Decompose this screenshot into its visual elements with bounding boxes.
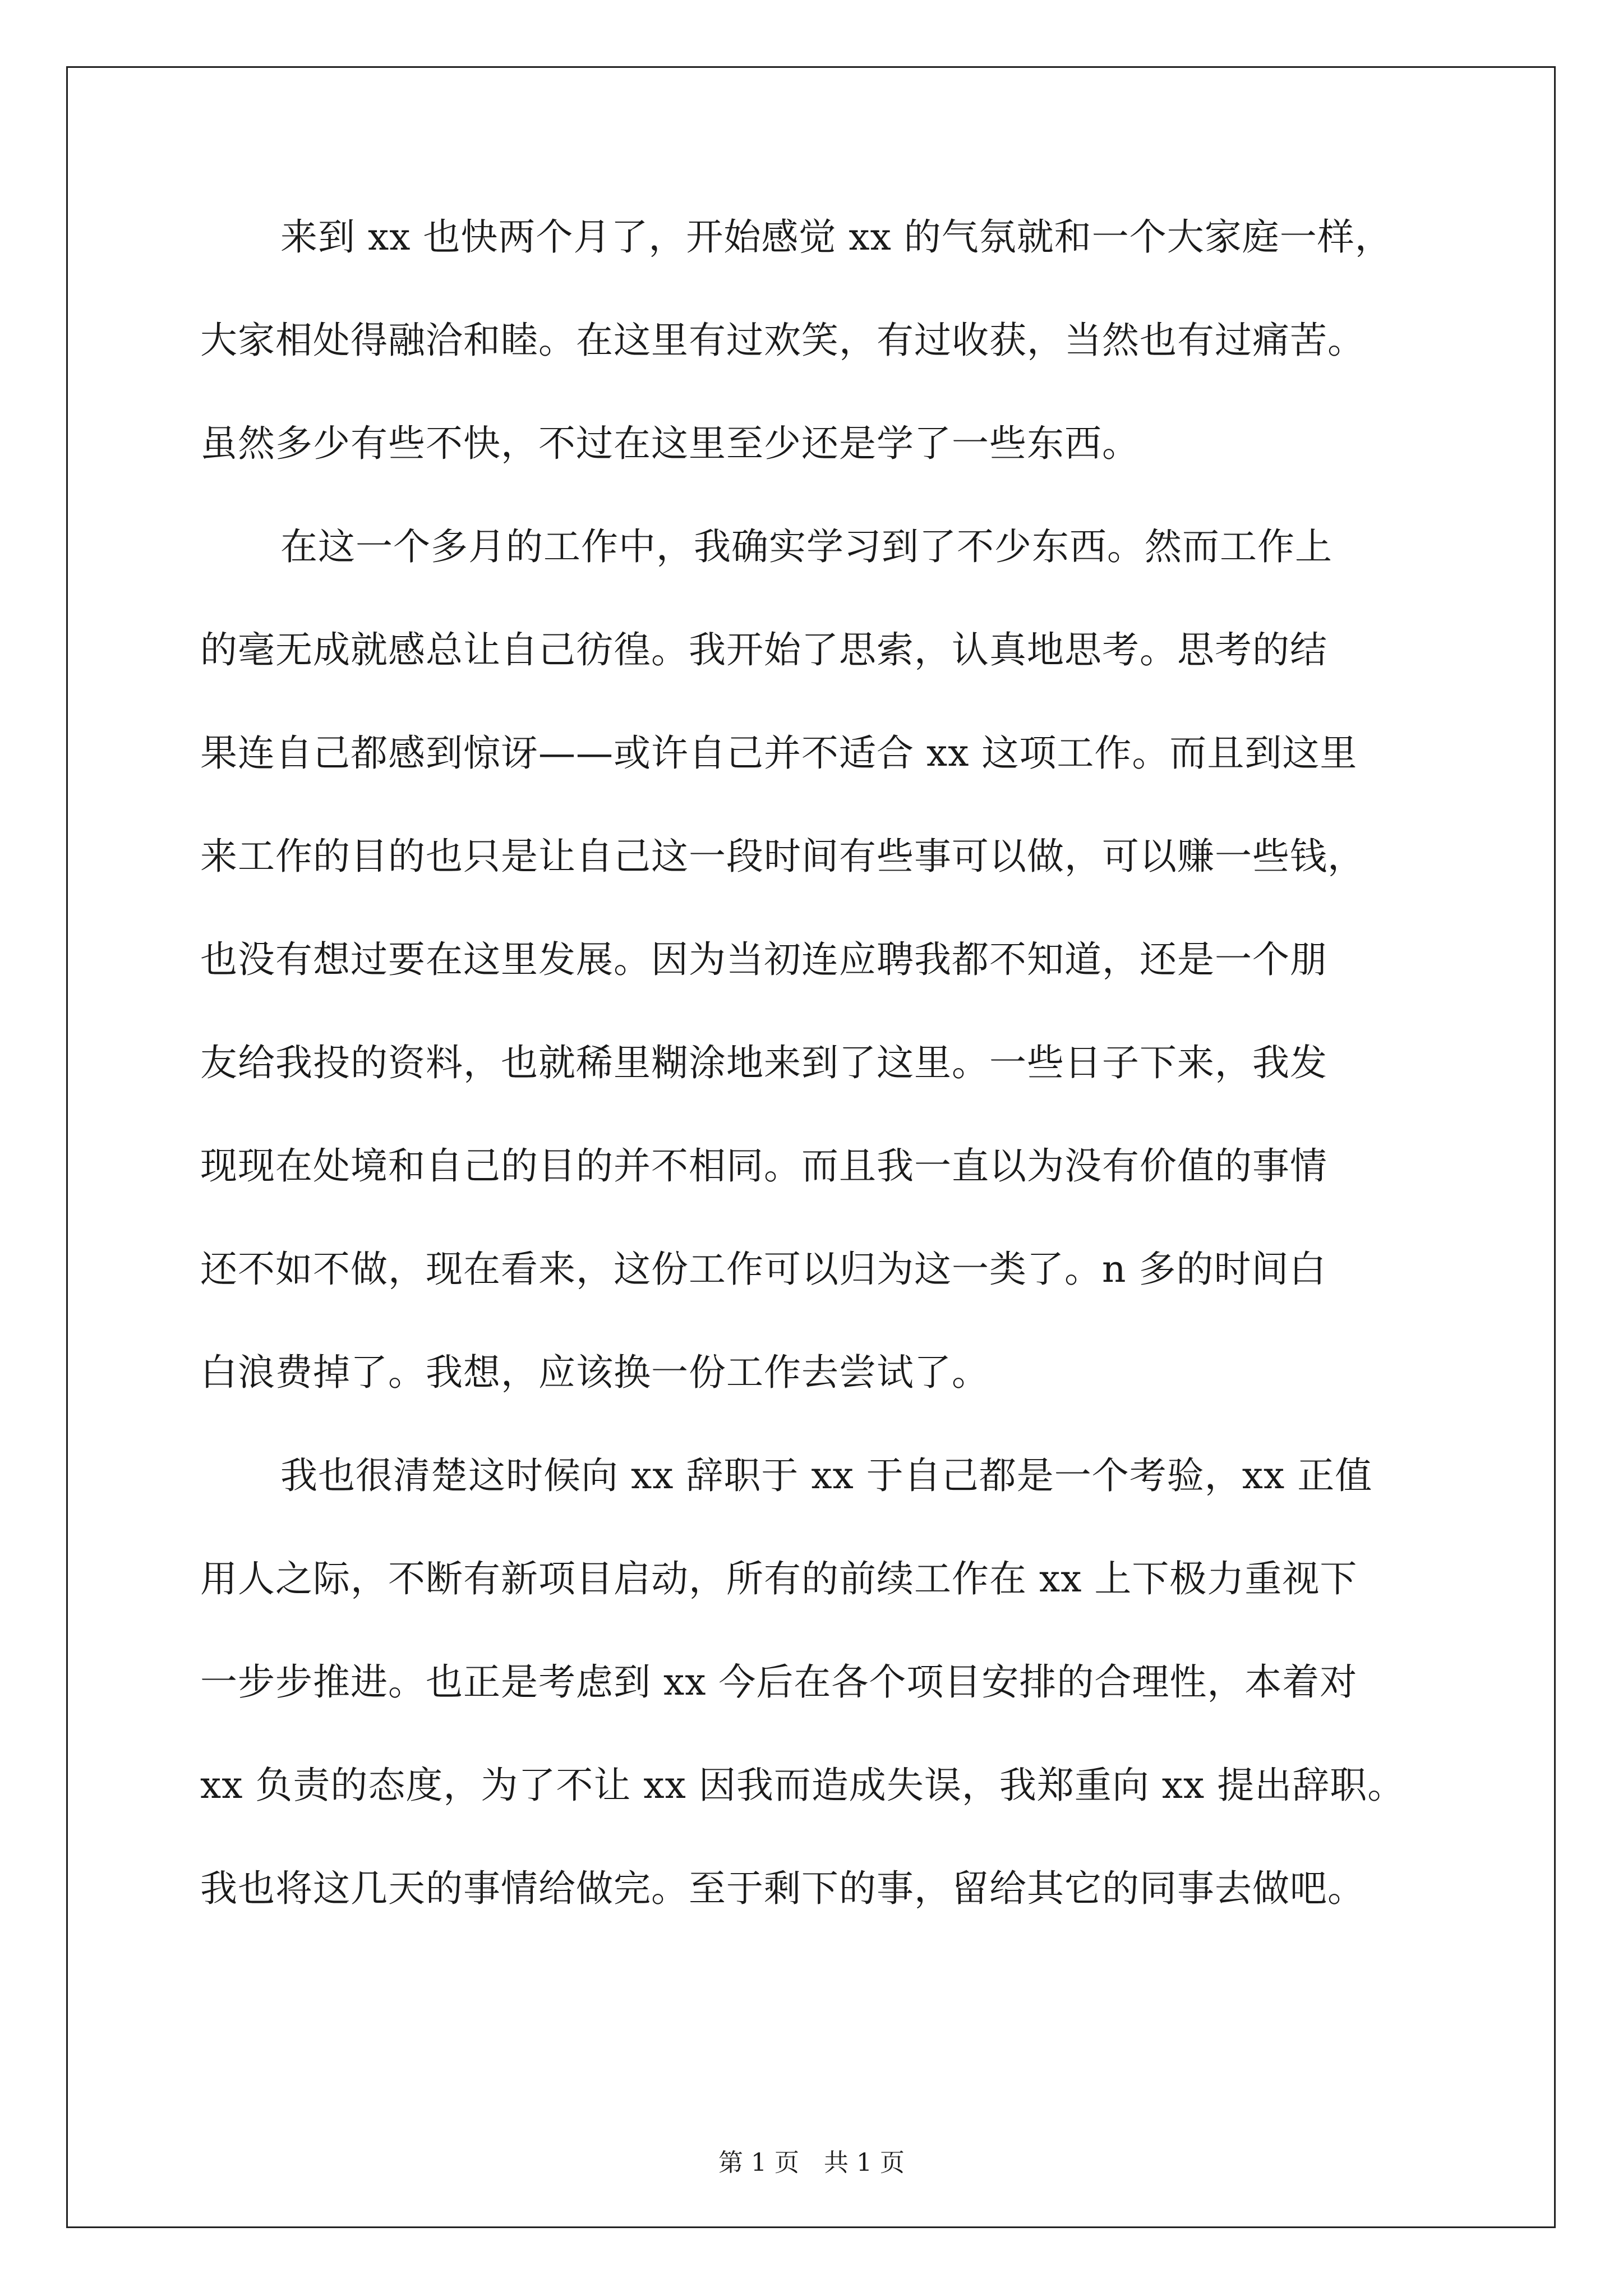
paragraph-2-line-5: 也没有想过要在这里发展。因为当初连应聘我都不知道，还是一个朋: [200, 938, 1327, 981]
paragraph-1-line-3: 虽然多少有些不快，不过在这里至少还是学了一些东西。: [200, 422, 1140, 465]
paragraph-3-line-2: 用人之际，不断有新项目启动，所有的前续工作在 xx 上下极力重视下: [200, 1557, 1358, 1600]
paragraph-2-line-7: 现现在处境和自己的目的并不相同。而且我一直以为没有价值的事情: [200, 1144, 1327, 1188]
paragraph-2-line-6: 友给我投的资料，也就稀里糊涂地来到了这里。一些日子下来，我发: [200, 1041, 1327, 1084]
paragraph-2-line-3: 果连自己都感到惊讶——或许自己并不适合 xx 这项工作。而且到这里: [200, 731, 1358, 775]
paragraph-2-line-9: 白浪费掉了。我想，应该换一份工作去尝试了。: [200, 1351, 989, 1394]
paragraph-2-line-2: 的毫无成就感总让自己彷徨。我开始了思索，认真地思考。思考的结: [200, 628, 1327, 671]
page-footer: 第 1 页 共 1 页: [718, 2148, 905, 2177]
paragraph-2-line-4: 来工作的目的也只是让自己这一段时间有些事可以做，可以赚一些钱，: [200, 835, 1365, 878]
paragraph-2-line-8: 还不如不做，现在看来，这份工作可以归为这一类了。n 多的时间白: [200, 1248, 1327, 1291]
paragraph-2-line-1: 在这一个多月的工作中，我确实学习到了不少东西。然而工作上: [280, 525, 1332, 568]
paragraph-3-line-4: xx 负责的态度，为了不让 xx 因我而造成失误，我郑重向 xx 提出辞职。: [200, 1764, 1405, 1807]
paragraph-1-line-1: 来到 xx 也快两个月了，开始感觉 xx 的气氛就和一个大家庭一样，: [280, 215, 1393, 259]
paragraph-1-line-2: 大家相处得融洽和睦。在这里有过欢笑，有过收获，当然也有过痛苦。: [200, 319, 1365, 362]
paragraph-3-line-3: 一步步推进。也正是考虑到 xx 今后在各个项目安排的合理性，本着对: [200, 1660, 1358, 1704]
paragraph-3-line-5: 我也将这几天的事情给做完。至于剩下的事，留给其它的同事去做吧。: [200, 1867, 1365, 1910]
paragraph-3-line-1: 我也很清楚这时候向 xx 辞职于 xx 于自己都是一个考验，xx 正值: [280, 1454, 1373, 1497]
